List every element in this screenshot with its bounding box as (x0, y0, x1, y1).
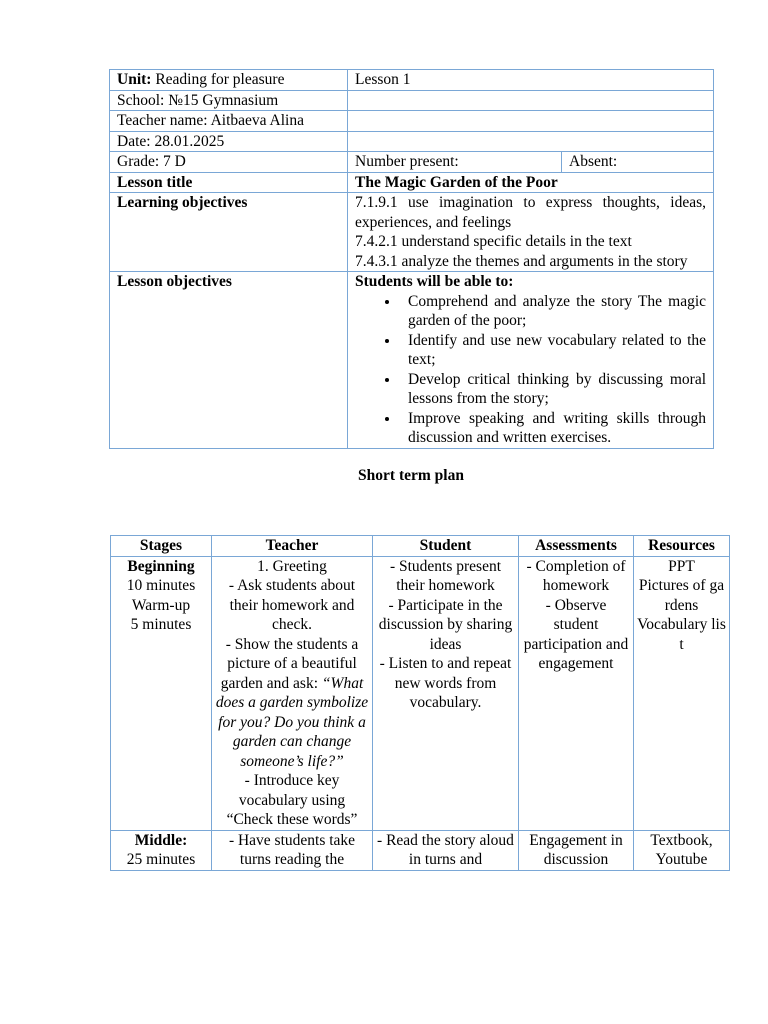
absent-cell: Absent: (562, 152, 714, 173)
lesson-objectives-row (110, 272, 714, 449)
school-row (110, 90, 714, 111)
unit-value: Reading for pleasure (155, 71, 285, 88)
stage-line: 25 minutes (126, 851, 196, 868)
assessment-line: - Observe student participation and engagement (523, 596, 629, 672)
teacher-row (110, 111, 714, 132)
middle-title: Middle: (134, 831, 188, 849)
middle-assessment: Engagement in discussion (519, 830, 634, 870)
student-line: - Listen to and repeat new words from vocabulary. (379, 655, 512, 711)
header-resources: Resources (634, 536, 730, 557)
stage-line: Warm-up (131, 596, 191, 614)
teacher-quote: “What does a garden symbolize for you? Do you think a garden can change someone’s life?” (215, 674, 369, 770)
beginning-title: Beginning (127, 557, 195, 575)
beginning-teacher (212, 556, 373, 830)
beginning-assessment (519, 556, 634, 830)
resource-line: PPT (668, 557, 695, 575)
learning-objectives-label (110, 193, 348, 272)
date-cell: Date: 28.01.2025 (110, 131, 348, 152)
unit-row (110, 70, 714, 91)
middle-row (111, 830, 730, 870)
middle-resources: Textbook, Youtube (634, 830, 730, 870)
unit-cell (110, 70, 348, 91)
short-term-plan-table (110, 535, 730, 871)
learning-objective: 7.4.3.1 analyze the themes and arguments in the story (355, 252, 688, 270)
lesson-title-row (110, 172, 714, 193)
date-row (110, 131, 714, 152)
stage-line: 10 minutes (126, 577, 196, 594)
lesson-title-label (110, 172, 348, 193)
lesson-title-label-text: Lesson title (117, 173, 193, 191)
teacher-line: - Ask students about their homework and check. (228, 577, 356, 633)
grade-cell: Grade: 7 D (110, 152, 348, 173)
lesson-objective: • Comprehend and analyze the story The magic garden of the poor; (400, 292, 706, 331)
teacher-line: 1. Greeting (257, 557, 327, 575)
header-teacher: Teacher (212, 536, 373, 557)
middle-stage (111, 830, 212, 870)
teacher-line: - Introduce key vocabulary using “Check these words” (226, 772, 358, 828)
grade-row (110, 152, 714, 173)
lesson-objectives-list (355, 292, 706, 448)
lesson-objectives-label (110, 272, 348, 449)
learning-objectives-label-text: Learning objectives (117, 194, 248, 211)
school-cell: School: №15 Gymnasium (110, 90, 348, 111)
lesson-number: Lesson 1 (348, 70, 714, 91)
beginning-student (373, 556, 519, 830)
learning-objectives-cell (348, 193, 714, 272)
teacher-ask-text: - Show the students a picture of a beautiful garden and ask: (220, 635, 359, 692)
lesson-objectives-intro: Students will be able to: (355, 273, 514, 290)
short-term-plan-title: Short term plan (358, 467, 464, 484)
plan-header-row (111, 536, 730, 557)
empty-cell (348, 90, 714, 111)
lesson-title-text: The Magic Garden of the Poor (355, 173, 558, 191)
number-present-cell: Number present: (348, 152, 562, 173)
learning-objectives-row (110, 193, 714, 272)
lesson-title-value (348, 172, 714, 193)
header-stages: Stages (111, 536, 212, 557)
middle-teacher: - Have students take turns reading the (212, 830, 373, 870)
assessment-line: - Completion of homework (526, 557, 626, 594)
resource-line: Vocabulary list (637, 616, 726, 653)
student-line: - Participate in the discussion by sharing ideas (378, 596, 513, 653)
learning-objective: 7.4.2.1 understand specific details in the text (355, 233, 632, 250)
unit-label: Unit: (117, 71, 152, 88)
empty-cell (348, 131, 714, 152)
learning-objective: 7.1.9.1 use imagination to express thoughts, ideas, experiences, and feelings (355, 194, 707, 231)
student-line: - Students present their homework (389, 557, 502, 594)
beginning-stage (111, 556, 212, 830)
beginning-row (111, 556, 730, 830)
lesson-objectives-cell (348, 272, 714, 449)
header-assessments: Assessments (519, 536, 634, 557)
beginning-resources (634, 556, 730, 830)
lesson-objective: • Identify and use new vocabulary related to the text; (400, 331, 706, 370)
lesson-info-table (109, 69, 714, 449)
teacher-cell: Teacher name: Aitbaeva Alina (110, 111, 348, 132)
header-student: Student (373, 536, 519, 557)
lesson-objective: • Improve speaking and writing skills through discussion and written exercises. (400, 409, 706, 448)
lesson-objectives-label-text: Lesson objectives (117, 273, 232, 290)
empty-cell (348, 111, 714, 132)
teacher-line (215, 635, 369, 772)
lesson-objective: • Develop critical thinking by discussing moral lessons from the story; (400, 370, 706, 409)
stage-line: 5 minutes (130, 616, 192, 633)
middle-student: - Read the story aloud in turns and (373, 830, 519, 870)
resource-line: Pictures of gardens (638, 577, 725, 614)
